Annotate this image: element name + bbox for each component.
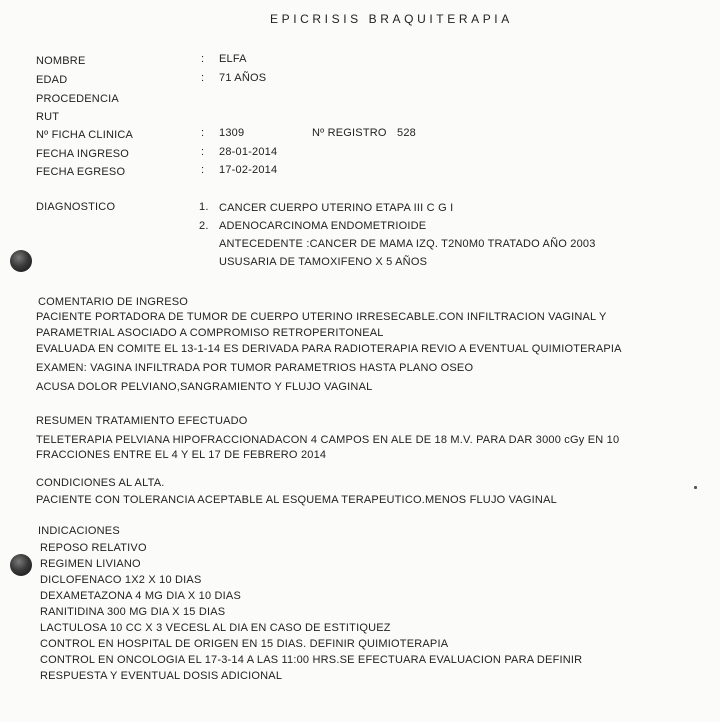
section-heading: CONDICIONES AL ALTA. [36, 477, 165, 489]
text-line: PACIENTE CON TOLERANCIA ACEPTABLE AL ESQUEMA TERAPEUTICO.MENOS FLUJO VAGINAL [36, 494, 557, 506]
nombre-sep: : [201, 53, 205, 65]
punch-hole-top [10, 250, 32, 272]
fecha-egreso-sep: : [201, 164, 205, 176]
list-item: DICLOFENACO 1X2 X 10 DIAS [40, 574, 202, 586]
diagnostico-num: 1. [199, 201, 209, 213]
text-line: TELETERAPIA PELVIANA HIPOFRACCIONADACON 4 CAMPOS EN ALE DE 18 M.V. PARA DAR 3000 cGy EN 10 [36, 434, 620, 446]
list-item: REGIMEN LIVIANO [40, 558, 141, 570]
diagnostico-item: ADENOCARCINOMA ENDOMETRIOIDE [219, 220, 427, 232]
fecha-ingreso-sep: : [201, 146, 205, 158]
diagnostico-item: CANCER CUERPO UTERINO ETAPA III C G I [219, 202, 454, 214]
fecha-egreso-label: FECHA EGRESO [36, 166, 126, 178]
text-line: EVALUADA EN COMITE EL 13-1-14 ES DERIVADA PARA RADIOTERAPIA REVIO A EVENTUAL QUIMIOTERAPIA [36, 343, 622, 355]
rut-label: RUT [36, 111, 60, 123]
text-line: PACIENTE PORTADORA DE TUMOR DE CUERPO UTERINO IRRESECABLE.CON INFILTRACION VAGINAL Y [36, 311, 607, 323]
edad-label: EDAD [36, 74, 68, 86]
list-item: CONTROL EN ONCOLOGIA EL 17-3-14 A LAS 11:00 HRS.SE EFECTUARA EVALUACION PARA DEFINIR [40, 654, 583, 666]
edad-value: 71 AÑOS [219, 72, 267, 84]
section-heading: COMENTARIO DE INGRESO [38, 296, 189, 308]
diagnostico-extra: USUSARIA DE TAMOXIFENO X 5 AÑOS [219, 256, 428, 268]
edad-sep: : [201, 72, 205, 84]
fecha-egreso-value: 17-02-2014 [219, 164, 278, 176]
list-item: CONTROL EN HOSPITAL DE ORIGEN EN 15 DIAS. DEFINIR QUIMIOTERAPIA [40, 638, 449, 650]
ficha-sep: : [201, 127, 205, 139]
punch-hole-bottom [10, 554, 32, 576]
nombre-label: NOMBRE [36, 55, 86, 67]
procedencia-label: PROCEDENCIA [36, 93, 119, 105]
document-title: EPICRISIS BRAQUITERAPIA [270, 12, 513, 26]
list-item: RESPUESTA Y EVENTUAL DOSIS ADICIONAL [40, 670, 283, 682]
list-item: DEXAMETAZONA 4 MG DIA X 10 DIAS [40, 590, 241, 602]
text-line: PARAMETRIAL ASOCIADO A COMPROMISO RETROPERITONEAL [36, 327, 384, 339]
section-heading: INDICACIONES [38, 525, 120, 537]
paper-speck [694, 486, 697, 489]
registro-value: 528 [397, 127, 416, 139]
diagnostico-extra: ANTECEDENTE :CANCER DE MAMA IZQ. T2N0M0 TRATADO AÑO 2003 [219, 238, 596, 250]
ficha-label: Nº FICHA CLINICA [36, 129, 134, 141]
ficha-value: 1309 [219, 127, 245, 139]
fecha-ingreso-value: 28-01-2014 [219, 146, 278, 158]
text-line: ACUSA DOLOR PELVIANO,SANGRAMIENTO Y FLUJO VAGINAL [36, 381, 373, 393]
diagnostico-label: DIAGNOSTICO [36, 201, 116, 213]
list-item: REPOSO RELATIVO [40, 542, 147, 554]
text-line: FRACCIONES ENTRE EL 4 Y EL 17 DE FEBRERO 2014 [36, 449, 327, 461]
nombre-value: ELFA [219, 53, 247, 65]
diagnostico-num: 2. [199, 220, 209, 232]
text-line: EXAMEN: VAGINA INFILTRADA POR TUMOR PARAMETRIOS HASTA PLANO OSEO [36, 362, 474, 374]
fecha-ingreso-label: FECHA INGRESO [36, 148, 130, 160]
registro-label: Nº REGISTRO [312, 127, 387, 139]
section-heading: RESUMEN TRATAMIENTO EFECTUADO [36, 415, 248, 427]
list-item: RANITIDINA 300 MG DIA X 15 DIAS [40, 606, 226, 618]
list-item: LACTULOSA 10 CC X 3 VECESL AL DIA EN CASO DE ESTITIQUEZ [40, 622, 391, 634]
